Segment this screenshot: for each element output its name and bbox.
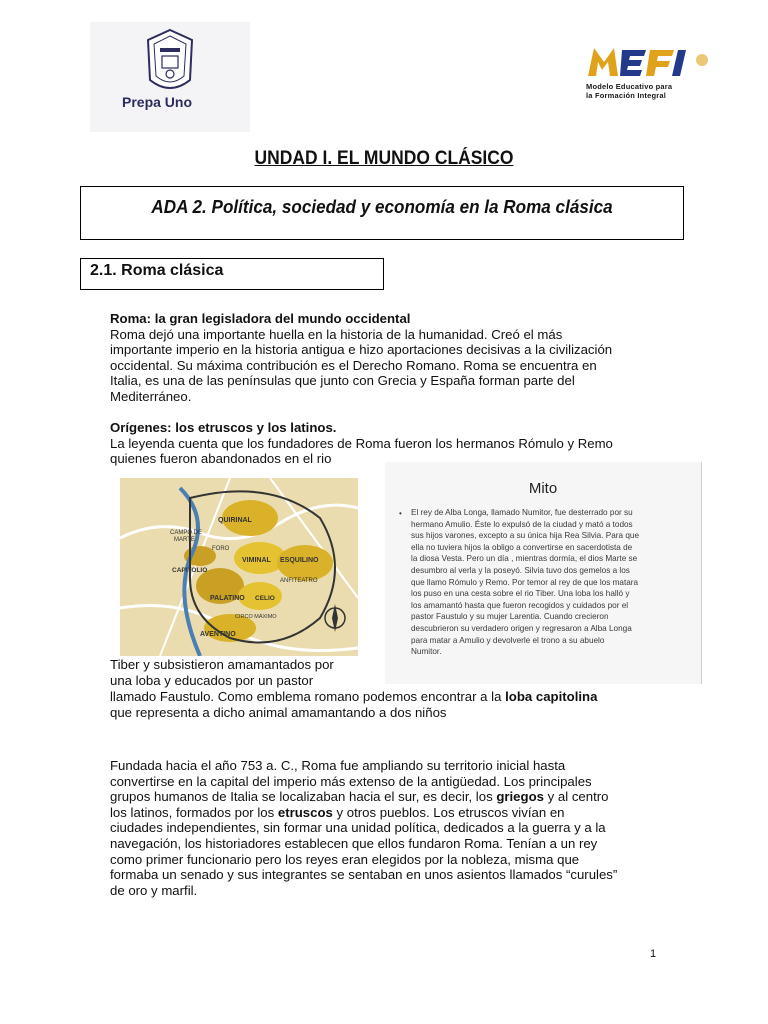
- mito-line: desumbro al verla y la poseyó. Silvia tuvo dos gemelos a los: [411, 565, 630, 575]
- mito-line: los amamantó hasta que fueron recogidos y cuidados por el: [411, 600, 629, 610]
- mito-text: [411, 507, 693, 658]
- prepa-uno-logo: [90, 22, 250, 132]
- page-number: 1: [650, 948, 657, 960]
- origenes-line: La leyenda cuenta que los fundadores de Roma fueron los hermanos Rómulo y Remo: [110, 435, 613, 451]
- fundada-line-text: grupos humanos de Italia se localizaban hacia el sur, es decir, los: [110, 789, 497, 805]
- mito-line: la diosa Vesta. Pero un día , mientras dormía, el dios Marte se: [411, 554, 638, 564]
- map-label: CAPITOLIO: [172, 567, 208, 574]
- mefi-wordmark-icon: [582, 40, 722, 82]
- fundada-line: convertirse en la capital del imperio más extenso de la antigüedad. Los principales: [110, 773, 592, 789]
- mefi-subtitle-line-1: Modelo Educativo para: [586, 82, 673, 91]
- origenes-line: quienes fueron abandonados en el rio: [110, 451, 332, 467]
- origenes-line: [110, 689, 650, 705]
- map-label: QUIRINAL: [218, 517, 252, 524]
- origenes-heading: Orígenes: los etruscos y los latinos.: [110, 420, 337, 435]
- mito-line: para matar a Amulio y devolverle el trono a su abuelo: [411, 635, 605, 645]
- map-label: CELIO: [255, 595, 275, 602]
- map-label: AVENTINO: [200, 631, 236, 638]
- fundada-line-text: y otros pueblos. Los etruscos vivían en: [332, 804, 565, 820]
- mito-line: pastor Faustulo y su mujer Larentia. Cuando crecieron: [411, 612, 609, 622]
- roma-paragraph: [110, 311, 650, 405]
- map-label: ANFITEATRO: [280, 578, 318, 584]
- ada-title: ADA 2. Política, sociedad y economía en la Roma clásica: [151, 197, 613, 217]
- griegos-term: griegos: [496, 789, 544, 805]
- mito-line: Numitor.: [411, 647, 442, 657]
- fundada-line: como primer funcionario pero los reyes eran elegidos por la nobleza, misma que: [110, 851, 580, 867]
- fundada-line: formaba un senado y sus integrantes se sentaban en unos asientos llamados “curules”: [110, 867, 618, 883]
- origenes-paragraph: [110, 420, 650, 467]
- fundada-line: de oro y marfil.: [110, 882, 198, 898]
- mefi-subtitle: [586, 82, 672, 100]
- map-label: FORO: [212, 546, 230, 552]
- map-label: CAMPO DE: [170, 530, 203, 536]
- fundada-line: Fundada hacia el año 753 a. C., Roma fue ampliando su territorio inicial hasta: [110, 758, 566, 773]
- map-label: ESQUILINO: [280, 557, 319, 564]
- mefi-subtitle-line-2: la Formación Integral: [586, 91, 667, 100]
- fundada-line-text: los latinos, formados por los: [110, 804, 278, 820]
- fundada-line: [110, 789, 650, 805]
- mito-line: hermano Amulio. Éste lo expulsó de la ciudad y mató a todos: [411, 519, 633, 529]
- origenes-line: una loba y educados por un pastor: [110, 672, 314, 688]
- roma-heading: Roma: la gran legisladora del mundo occidental: [110, 311, 411, 326]
- fundada-line: [110, 805, 650, 821]
- map-label: VIMINAL: [242, 557, 271, 564]
- fundada-line: navegación, los historiadores establecen que ellos fundaron Roma. Tenían a un rey: [110, 835, 598, 851]
- loba-capitolina-term: loba capitolina: [505, 689, 598, 704]
- mito-line: ella no tuviera hijos la obligo a convertirse en sacerdotista de: [411, 542, 633, 552]
- bullet-icon: •: [399, 509, 402, 518]
- origenes-continuation-2: [110, 689, 650, 720]
- mito-line: sus hijos varones, excepto a su única hija Rea Silvia. Para que: [411, 531, 640, 541]
- mito-line: El rey de Alba Longa, llamado Numitor, fue desterrado por su: [411, 508, 633, 517]
- origenes-continuation: [110, 657, 360, 688]
- roma-line: occidental. Su máxima contribución es el Derecho Romano. Roma se encuentra en: [110, 357, 597, 373]
- mito-title: Mito: [528, 480, 558, 497]
- fundada-paragraph: [110, 758, 650, 898]
- mito-line: descubrieron su verdadero origen y regresaron a Alba Longa: [411, 623, 632, 633]
- roma-line: Italia, es una de las penínsulas que junto con Grecia y España forman parte del: [110, 373, 575, 389]
- map-label: PALATINO: [210, 595, 245, 602]
- mito-line: que llamo Rómulo y Remo. Por temor al rey de que los matara: [411, 577, 639, 587]
- origenes-line: que representa a dicho animal amamantando a dos niños: [110, 704, 447, 720]
- roma-line: Mediterráneo.: [110, 388, 192, 404]
- origenes-line-text: llamado Faustulo. Como emblema romano podemos encontrar a la: [110, 689, 506, 704]
- prepa-uno-label: Prepa Uno: [122, 94, 193, 110]
- section-title: 2.1. Roma clásica: [90, 262, 224, 279]
- roma-line: Roma dejó una importante huella en la historia de la humanidad. Creó el más: [110, 326, 563, 342]
- fundada-line: ciudades independientes, sin formar una unidad política, dedicados a la guerra y a la: [110, 820, 606, 836]
- roma-line: importante imperio en la historia antigua e hizo aportaciones decisivas a la civilización: [110, 342, 613, 358]
- rome-map-image: [120, 478, 358, 656]
- mito-box: [385, 462, 702, 684]
- origenes-line: Tiber y subsistieron amamantados por: [110, 657, 334, 672]
- etruscos-term: etruscos: [277, 804, 333, 820]
- fundada-line-text: y al centro: [543, 789, 609, 805]
- university-seal-icon: [90, 22, 250, 132]
- map-label: MARTE: [174, 537, 195, 543]
- map-label: CIRCO MÁXIMO: [235, 614, 277, 620]
- rome-map-illustration: [120, 478, 358, 656]
- unit-title: UNDAD I. EL MUNDO CLÁSICO: [254, 148, 514, 169]
- mito-line: los puso en una cesta sobre el rio Tiber. Una loba los halló y: [411, 589, 630, 599]
